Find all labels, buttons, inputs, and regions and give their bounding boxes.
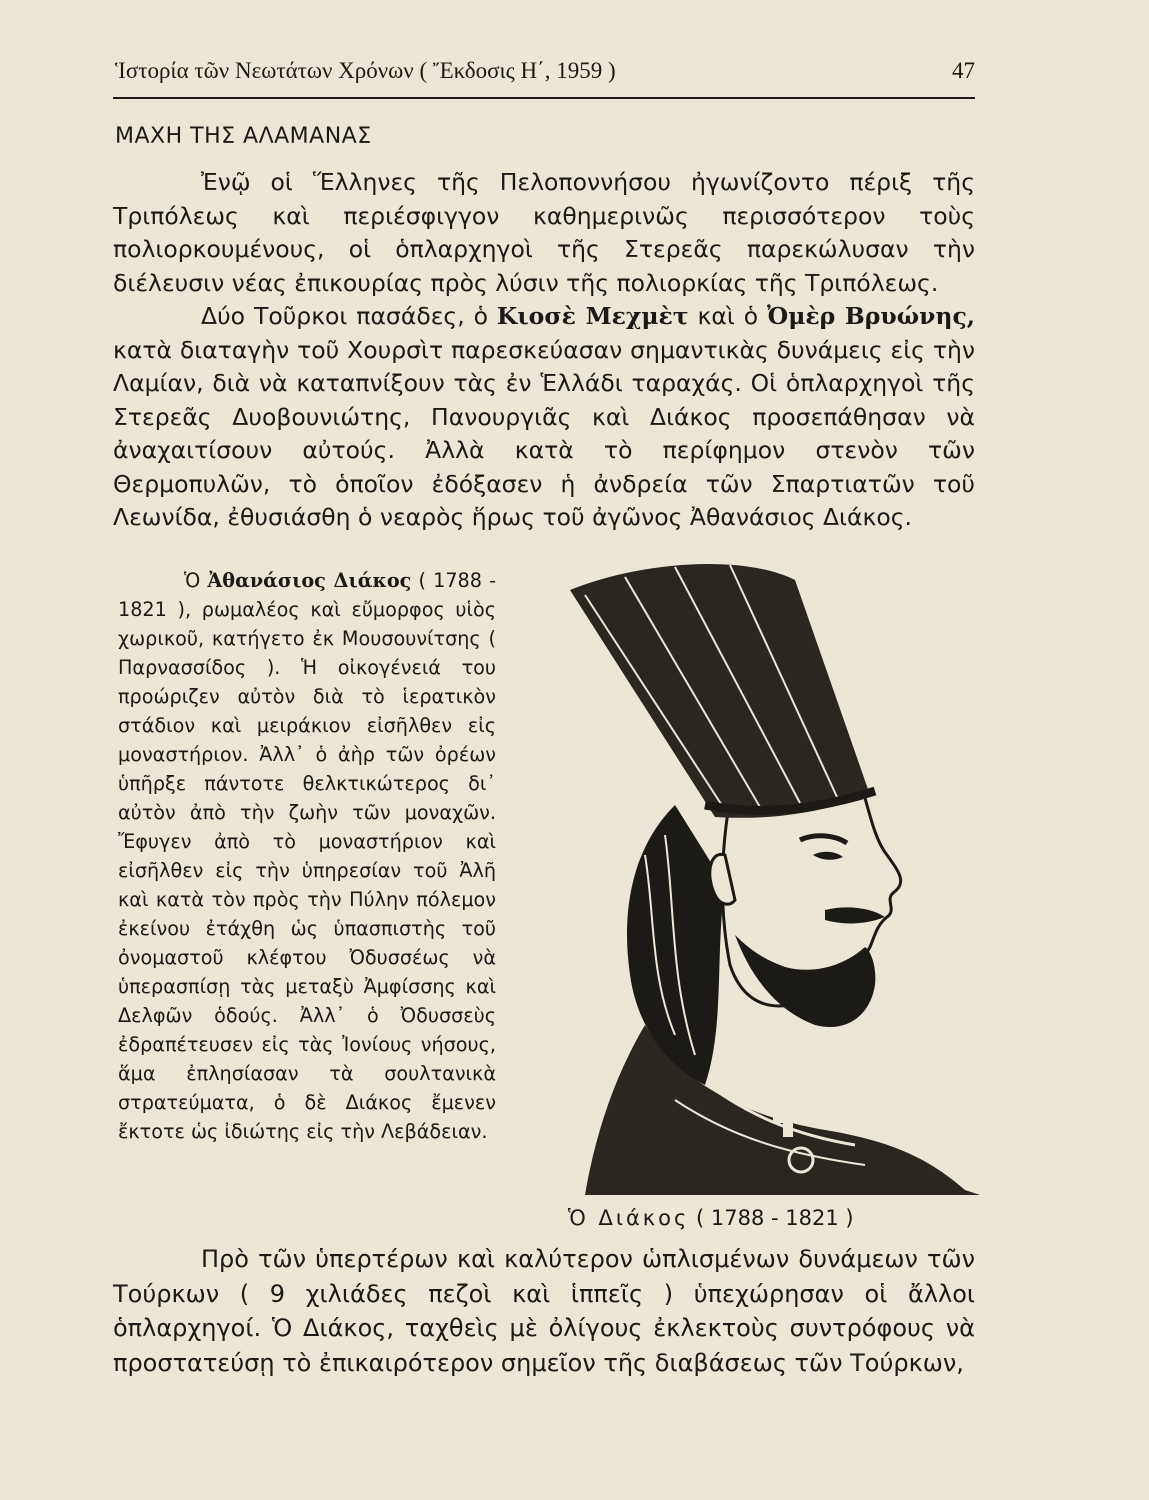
p2-start: Δύο Τοῦρκοι πασάδες, ὁ (201, 302, 497, 330)
portrait-caption (568, 1206, 854, 1230)
paragraph-2 (113, 300, 975, 535)
bio-lead: Ὁ (184, 569, 208, 592)
biography-paragraph (118, 566, 496, 1146)
name-omer-vryonis: Ὀμὲρ Βρυώνης, (767, 302, 975, 330)
diakos-portrait (525, 555, 980, 1195)
header-rule (113, 97, 975, 99)
biography-sidebar (118, 566, 496, 1146)
p2-mid: καὶ ὁ (688, 302, 768, 330)
intro-text (113, 166, 975, 535)
running-head (115, 58, 975, 84)
section-title: ΜΑΧΗ ΤΗΣ ΑΛΑΜΑΝΑΣ (115, 124, 372, 149)
caption-dates: ( 1788 - 1821 ) (696, 1206, 854, 1230)
p2-end: κατὰ διαταγὴν τοῦ Χουρσὶτ παρεσκεύασαν σημαντικὰς δυνάμεις εἰς τὴν Λαμίαν, διὰ νὰ καταπνίξουν τὰς ἐν Ἑλλάδι ταραχάς. Οἱ ὁπλαρχηγοὶ τῆς Στερεᾶς Δυοβουνιώτης, Πανουργιᾶς καὶ Διάκος προσεπάθησαν νὰ ἀναχαιτίσουν αὐτούς. Ἀλλὰ κατὰ τὸ περίφημον στενὸν τῶν Θερμοπυλῶν, τὸ ὁποῖον ἐδόξασεν ἡ ἀνδρεία τῶν Σπαρτιατῶν τοῦ Λεωνίδα, ἐθυσιάσθη ὁ νεαρὸς ἥρως τοῦ ἀγῶνος Ἀθανάσιος Διάκος. (113, 335, 975, 531)
running-title: Ἱστορία τῶν Νεωτάτων Χρόνων ( Ἔκδοσις Η΄, 1959 ) (115, 58, 616, 83)
closing-text (113, 1242, 975, 1380)
bio-text: ( 1788 - 1821 ), ρωμαλέος καὶ εὔμορφος υἱὸς χωρικοῦ, κατήγετο ἐκ Μουσουνίτσης ( Παρνασσίδος ). Ἡ οἰκογένειά του προώριζεν αὐτὸν διὰ τὸ ἱερατικὸν στάδιον καὶ μειράκιον εἰσῆλθεν εἰς μοναστήριον. Ἀλλ᾿ ὁ ἀὴρ τῶν ὀρέων ὑπῆρξε πάντοτε θελκτικώτερος δι᾿ αὐτὸν ἀπὸ τὴν ζωὴν τῶν μοναχῶν. Ἔφυγεν ἀπὸ τὸ μοναστήριον καὶ εἰσῆλθεν εἰς τὴν ὑπηρεσίαν τοῦ Ἀλῆ καὶ κατὰ τὸν πρὸς τὴν Πύλην πόλεμον ἐκείνου ἐτάχθη ὡς ὑπασπιστὴς τοῦ ὀνομαστοῦ κλέφτου Ὀδυσσέως νὰ ὑπερασπίσῃ τὰς μεταξὺ Ἀμφίσσης καὶ Δελφῶν ὁδούς. Ἀλλ᾿ ὁ Ὀδυσσεὺς ἐδραπέτευσεν εἰς τὰς Ἰονίους νήσους, ἅμα ἐπλησίασαν τὰ σουλτανικὰ στρατεύματα, ὁ δὲ Διάκος ἔμενεν ἔκτοτε ὡς ἰδιώτης εἰς τὴν Λεβάδειαν. (118, 569, 496, 1143)
caption-name: Ὁ Διάκος (568, 1206, 690, 1230)
name-kiose-mehmet: Κιοσὲ Μεχμὲτ (496, 302, 689, 330)
bio-name: Ἀθανάσιος Διάκος (207, 569, 412, 592)
paragraph-1: Ἐνῷ οἱ Ἕλληνες τῆς Πελοποννήσου ἠγωνίζοντο πέριξ τῆς Τριπόλεως καὶ περιέσφιγγον καθημερινῶς περισσότερον τοὺς πολιορκουμένους, οἱ ὁπλαρχηγοὶ τῆς Στερεᾶς παρεκώλυσαν τὴν διέλευσιν νέας ἐπικουρίας πρὸς λύσιν τῆς πολιορκίας τῆς Τριπόλεως. (113, 168, 975, 297)
page-number: 47 (952, 58, 975, 83)
paragraph-3: Πρὸ τῶν ὑπερτέρων καὶ καλύτερον ὡπλισμένων δυνάμεων τῶν Τούρκων ( 9 χιλιάδες πεζοὶ καὶ ἱππεῖς ) ὑπεχώρησαν οἱ ἄλλοι ὁπλαρχηγοί. Ὁ Διάκος, ταχθεὶς μὲ ὀλίγους ἐκλεκτοὺς συντρόφους νὰ προστατεύσῃ τὸ ἐπικαιρότερον σημεῖον τῆς διαβάσεως τῶν Τούρκων, (113, 1245, 975, 1377)
